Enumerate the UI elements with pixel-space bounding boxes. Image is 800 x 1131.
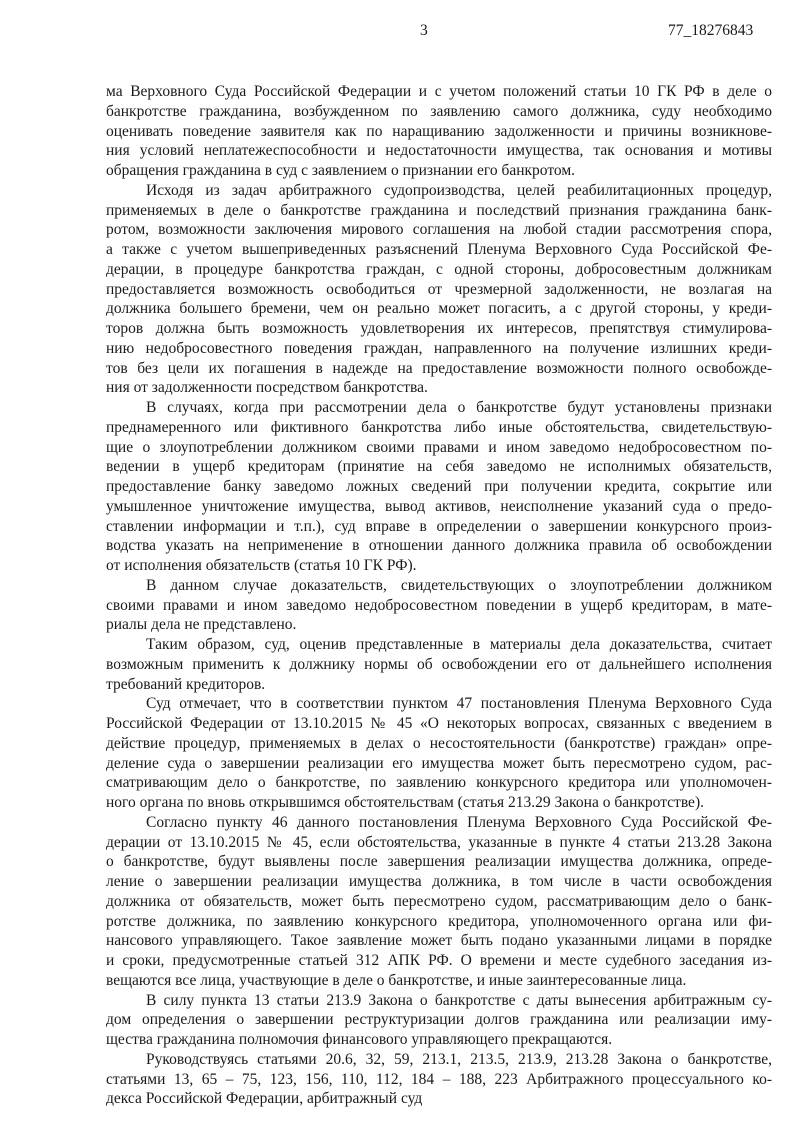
text-line: Руководствуясь статьями 20.6, 32, 59, 213.1, 213.5, 213.9, 213.28 Закона о банкротстве, [146, 1050, 772, 1068]
text-line: своими правами и ином заведомо недобросовестном поведении в ущерб кредиторам, в мате- [106, 596, 772, 614]
text-line: дом определения о завершении реструктуризации долгов гражданина или реализации иму- [106, 1011, 772, 1029]
text-line: тов без цели их погашения в надежде на предоставление возможности полного освобожде- [106, 359, 772, 377]
text-line: ния от задолженности посредством банкротства. [106, 379, 428, 397]
paragraph [106, 82, 772, 181]
text-line: требований кредиторов. [106, 675, 266, 693]
paragraph [106, 181, 772, 398]
text-line: ротстве должника, по заявлению конкурсного кредитора, уполномоченного органа или фи- [106, 912, 772, 930]
paragraph [106, 635, 772, 694]
paragraph [106, 576, 772, 635]
text-line: ма Верховного Суда Российской Федерации и с учетом положений статьи 10 ГК РФ в деле о [106, 83, 772, 100]
text-line: В силу пункта 13 статьи 213.9 Закона о банкротстве с даты вынесения арбитражным су- [146, 991, 772, 1009]
text-line: вещаются все лица, участвующие в деле о банкротстве, и иные заинтересованные лица. [106, 971, 687, 989]
text-line: щества гражданина полномочия финансового управляющего прекращаются. [106, 1031, 613, 1048]
text-line: ния условий неплатежеспособности и недостаточности имущества, так основания и мотивы [106, 142, 772, 160]
text-line: Российской Федерации от 13.10.2015 № 45 «О некоторых вопросах, связанных с введением в [106, 715, 772, 732]
paragraph [106, 398, 772, 576]
text-line: нансового управляющего. Такое заявление может быть подано указанными лицами в порядке [106, 932, 772, 950]
text-line: обращения гражданина в суд с заявлением о признании его банкротом. [106, 162, 576, 179]
text-line: В данном случае доказательств, свидетельствующих о злоупотреблении должником [146, 576, 772, 594]
text-line: водства указать на неприменение в отношении данного должника правила об освобождении [106, 537, 772, 555]
paragraph [106, 813, 772, 991]
text-line: ставлении информации и т.п.), суд вправе в определении о завершении конкурсного произ- [106, 517, 772, 535]
text-line: предоставляется возможность освободиться от чрезмерной задолженности, не возлагая на [106, 280, 772, 298]
paragraph [106, 991, 772, 1050]
text-line: деление суда о завершении реализации его имущества может быть пересмотрено судом, рас- [106, 754, 772, 772]
text-line: от исполнения обязательств (статья 10 ГК РФ). [106, 557, 417, 574]
text-line: декса Российской Федерации, арбитражный суд [106, 1090, 423, 1108]
text-line: а также с учетом вышеприведенных разъяснений Пленума Верховного Суда Российской Фе- [106, 241, 772, 258]
text-line: применяемых в деле о банкротстве гражданина и последствий признания гражданина банк- [106, 201, 772, 219]
text-line: оценивать поведение заявителя как по наращиванию задолженности и причины возникнове- [106, 122, 772, 140]
text-line: нию недобросовестного поведения граждан, направленного на получение излишних креди- [106, 339, 772, 357]
document-id: 77_18276843 [668, 22, 754, 39]
text-line: ротом, возможности заключения мирового соглашения на любой стадии рассмотрения спора, [106, 221, 772, 239]
text-line: предоставление банку заведомо ложных сведений при получении кредита, сокрытие или [106, 478, 772, 495]
text-line: должника большего бремени, чем он реально может погасить, а с другой стороны, у креди- [106, 300, 772, 318]
text-line: риалы дела не представлено. [106, 616, 297, 634]
text-line: Исходя из задач арбитражного судопроизводства, целей реабилитационных процедур, [146, 181, 772, 199]
text-line: и сроки, предусмотренные статьей 312 АПК РФ. О времени и месте судебного заседания из- [106, 952, 772, 969]
text-line: дерации от 13.10.2015 № 45, если обстоятельства, указанные в пункте 4 статьи 213.28 Закона [106, 833, 772, 851]
text-line: о банкротстве, будут выявлены после завершения реализации имущества должника, опреде- [106, 853, 772, 871]
document-body [106, 82, 772, 1109]
page-number: 3 [420, 22, 428, 39]
text-line: преднамеренного или фиктивного банкротства либо иные обстоятельства, свидетельствую- [106, 418, 772, 436]
text-line: возможным применить к должнику нормы об освобождении его от дальнейшего исполнения [106, 655, 772, 673]
text-line: дерации, в процедуре банкротства граждан, с одной стороны, добросовестным должникам [106, 260, 772, 278]
text-line: действие процедур, применяемых в делах о несостоятельности (банкротстве) граждан» опре- [106, 734, 772, 752]
text-line: должника от обязательств, может быть пересмотрено судом, рассматривающим дело о банк- [106, 892, 772, 910]
text-line: Суд отмечает, что в соответствии пунктом 47 постановления Пленума Верховного Суда [146, 695, 772, 713]
text-line: сматривающим дело о банкротстве, по заявлению конкурсного кредитора или уполномочен- [106, 774, 772, 792]
text-line: ного органа по вновь открывшимся обстоятельствам (статья 213.29 Закона о банкротстве). [106, 794, 704, 811]
text-line: ведении в ущерб кредиторам (принятие на себя заведомо не исполнимых обязательств, [106, 458, 772, 476]
text-line: статьями 13, 65 – 75, 123, 156, 110, 112, 184 – 188, 223 Арбитражного процессуального ко- [106, 1070, 772, 1088]
text-line: торов должна быть возможность удовлетворения их интересов, препятствуя стимулирова- [106, 320, 772, 337]
page-header [0, 22, 800, 42]
text-line: умышленное уничтожение имущества, вывод активов, неисполнение указаний суда о предо- [106, 497, 772, 515]
text-line: щие о злоупотреблении должником своими правами и ином заведомо недобросовестном по- [106, 438, 772, 456]
text-line: Таким образом, суд, оценив представленные в материалы дела доказательства, считает [146, 636, 772, 653]
text-line: В случаях, когда при рассмотрении дела о банкротстве будут установлены признаки [146, 399, 772, 416]
text-line: ление о завершении реализации имущества должника, в том числе в части освобождения [106, 873, 772, 890]
text-line: банкротстве гражданина, возбужденном по заявлению самого должника, суду необходимо [106, 102, 772, 120]
text-line: Согласно пункту 46 данного постановления Пленума Верховного Суда Российской Фе- [146, 813, 772, 831]
paragraph [106, 1050, 772, 1109]
paragraph [106, 694, 772, 813]
